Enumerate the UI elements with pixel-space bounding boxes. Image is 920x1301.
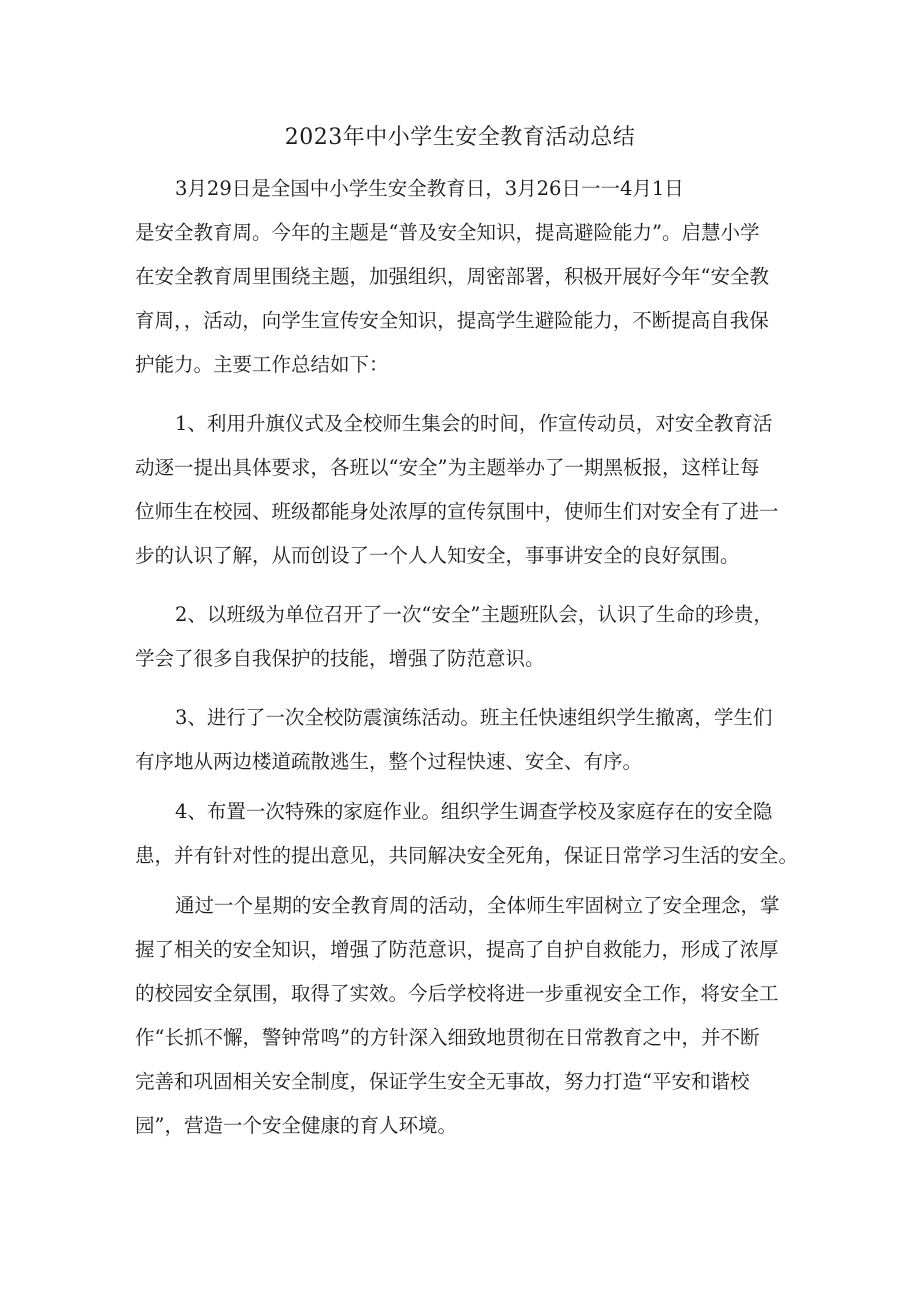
paragraph-6-line-6: 园”，营造一个安全健康的育人环境。 (135, 1114, 457, 1137)
paragraph-6-line-4: 作“长抓不懈，警钟常鸣”的方针深入细致地贯彻在日常教育之中，并不断 (135, 1026, 760, 1049)
paragraph-1-line-4: 育周，，活动，向学生宣传安全知识，提高学生避险能力，不断提高自我保 (135, 309, 769, 332)
paragraph-1-line-2: 是安全教育周。今年的主题是“普及安全知识，提高避险能力”。启慧小学 (135, 221, 760, 244)
paragraph-6-line-1: 通过一个星期的安全教育周的活动，全体师生牢固树立了安全理念，掌 (175, 894, 780, 917)
paragraph-2-line-1: 1、利用升旗仪式及全校师生集会的时间，作宣传动员，对安全教育活 (175, 412, 773, 435)
paragraph-2-line-2: 动逐一提出具体要求，各班以“安全”为主题举办了一期黑板报，这样让每 (135, 456, 760, 479)
paragraph-2-line-4: 步的认识了解，从而创设了一个人人知安全，事事讲安全的良好氛围。 (135, 544, 740, 567)
paragraph-4-line-2: 有序地从两边楼道疏散逃生，整个过程快速、安全、有序。 (135, 750, 643, 773)
paragraph-3-line-2: 学会了很多自我保护的技能，增强了防范意识。 (135, 647, 545, 670)
paragraph-1-line-3: 在安全教育周里围绕主题，加强组织，周密部署，积极开展好今年“安全教 (135, 265, 769, 288)
paragraph-5-line-2: 患，并有针对性的提出意见，共同解决安全死角，保证日常学习生活的安全。 (135, 844, 799, 867)
paragraph-1-line-1: 3月29日是全国中小学生安全教育日，3月26日一一4月1日 (175, 177, 684, 200)
paragraph-5-line-1: 4、布置一次特殊的家庭作业。组织学生调查学校及家庭存在的安全隐 (175, 800, 773, 823)
paragraph-2-line-3: 位师生在校园、班级都能身处浓厚的宣传氛围中，使师生们对安全有了进一 (135, 500, 779, 523)
document-title: 2023年中小学生安全教育活动总结 (284, 125, 636, 150)
paragraph-1-line-5: 护能力。主要工作总结如下： (135, 353, 389, 376)
paragraph-6-line-5: 完善和巩固相关安全制度，保证学生安全无事故，努力打造“平安和谐校 (135, 1070, 750, 1093)
paragraph-6-line-3: 的校园安全氛围，取得了实效。今后学校将进一步重视安全工作，将安全工 (135, 982, 779, 1005)
paragraph-4-line-1: 3、进行了一次全校防震演练活动。班主任快速组织学生撤离，学生们 (175, 706, 773, 729)
paragraph-3-line-1: 2、以班级为单位召开了一次“安全”主题班队会，认识了生命的珍贵， (175, 603, 773, 626)
paragraph-6-line-2: 握了相关的安全知识，增强了防范意识，提高了自护自救能力，形成了浓厚 (135, 938, 779, 961)
